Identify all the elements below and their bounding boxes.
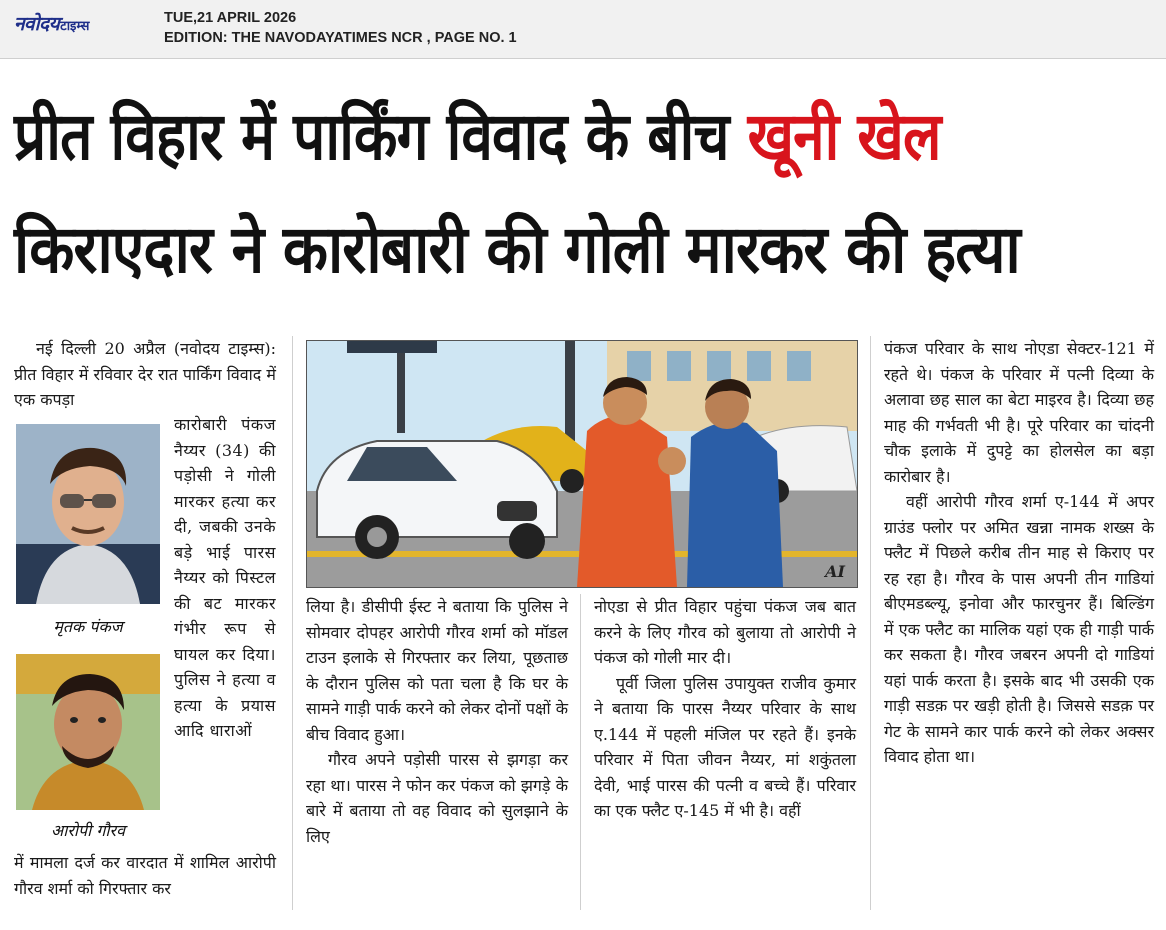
column-divider	[870, 336, 871, 910]
article-column-4	[884, 336, 1154, 770]
edition-info	[164, 8, 517, 48]
column-divider	[580, 594, 581, 910]
article-column-1-wrap	[174, 412, 276, 744]
article-column-1-bottom	[14, 850, 276, 901]
article-wrap-text: कारोबारी पंकज नैय्यर (34) की पड़ोसी ने गोली मारकर हत्या कर दी, जबकी उनके बड़े भाई पारस नैय्यर को पिस्टल की बट मारकर गंभीर रूप से घायल कर दिया। पुलिस ने हत्या व हत्या के प्रयास आदि धाराओं	[174, 415, 276, 740]
article-column-2-para-2: गौरव अपने पड़ोसी पारस से झगड़ा कर रहा था। पारस ने फोन कर पंकज को झगड़े के बारे में बताया तो वह विवाद को सुलझाने के लिए	[306, 750, 568, 846]
column-divider	[292, 336, 293, 910]
headline-line-1	[14, 92, 941, 182]
accused-photo-caption: आरोपी गौरव	[51, 821, 125, 840]
victim-photo	[16, 424, 160, 604]
logo-main-text: नवोदय	[14, 13, 60, 35]
article-lead: नई दिल्ली 20 अप्रैल (नवोदय टाइम्स): प्रीत विहार में रविवार देर रात पार्किंग विवाद में एक कपड़ा	[14, 339, 276, 409]
headline-line-1-black: प्रीत विहार में पार्किंग विवाद के बीच	[14, 98, 748, 175]
victim-photo-caption: मृतक पंकज	[53, 617, 123, 636]
article-column-3-para-1: नोएडा से प्रीत विहार पहुंचा पंकज जब बात करने के लिए गौरव को बुलाया तो आरोपी ने पंकज को गोली मार दी।	[594, 597, 856, 667]
article-column-4-para-1: पंकज परिवार के साथ नोएडा सेक्टर-121 में रहते थे। पंकज के परिवार में पत्नी दिव्या के अलावा छह साल का बेटा माइरव है। दिव्या छह माह की गर्भवती भी है। पूरे परिवार का चांदनी चौक इलाके में दुपट्टे का होलसेल का बड़ा कारोबार है।	[884, 339, 1154, 486]
article-column-3	[594, 594, 856, 824]
edition-line: EDITION: THE NAVODAYATIMES NCR , PAGE NO. 1	[164, 30, 517, 46]
ai-illustration	[306, 340, 858, 588]
newspaper-page	[14, 62, 1166, 930]
publication-date: TUE,21 APRIL 2026	[164, 10, 297, 26]
article-column-1-top	[14, 336, 276, 413]
article-column-2	[306, 594, 568, 849]
article-column-4-para-2: वहीं आरोपी गौरव शर्मा ए-144 में अपर ग्राउंड फ्लोर पर अमित खन्ना नामक शख्स के फ्लैट में पिछले करीब तीन माह से किराए पर रह रहा है। गौरव के पास अपनी तीन गाडियां बीएमडब्ल्यू, इनोवा और फारचुनर हैं। बिल्डिंग में एक फ्लैट का मालिक यहां एक ही गाड़ी पार्क कर सकता है। गौरव जबरन अपनी दो गाडियां यहां पार्क करता है। इसके बाद भी उसकी एक गाड़ी सडक़ पर खड़ी होती है। जिससे सडक़ पर गेट के सामने कार पार्क करने को लेकर अक्सर विवाद होता था।	[884, 492, 1154, 766]
article-column-2-para-1: लिया है। डीसीपी ईस्ट ने बताया कि पुलिस ने सोमवार दोपहर आरोपी गौरव शर्मा को मॉडल टाउन इलाके से गिरफ्तार कर लिया, पूछताछ के दौरान पुलिस को पता चला है कि घर के सामने गाड़ी पार्क करने को लेकर दोनों पक्षों के बीच विवाद हुआ।	[306, 597, 568, 744]
headline-line-1-red: खूनी खेल	[747, 98, 941, 175]
article-column-3-para-2: पूर्वी जिला पुलिस उपायुक्त राजीव कुमार ने बताया कि पारस नैय्यर परिवार के साथ ए.144 में पहली मंजिल पर रहते हैं। इनके परिवार में पिता जीवन नैय्यर, मां शकुंतला देवी, भाई पारस की पत्नी व बच्चे हैं। परिवार का एक फ्लैट ए-145 में भी है। वहीं	[594, 673, 856, 820]
masthead-bar	[0, 0, 1166, 59]
newspaper-logo[interactable]	[14, 10, 89, 34]
accused-photo	[16, 654, 160, 810]
article-column-1-bottom-text: में मामला दर्ज कर वारदात में शामिल आरोपी गौरव शर्मा को गिरफ्तार कर	[14, 853, 276, 898]
ai-generated-tag: AI	[825, 562, 845, 581]
headline-line-2: किराएदार ने कारोबारी की गोली मारकर की हत्या	[14, 211, 1020, 288]
logo-sub-text: टाइम्स	[60, 19, 90, 34]
